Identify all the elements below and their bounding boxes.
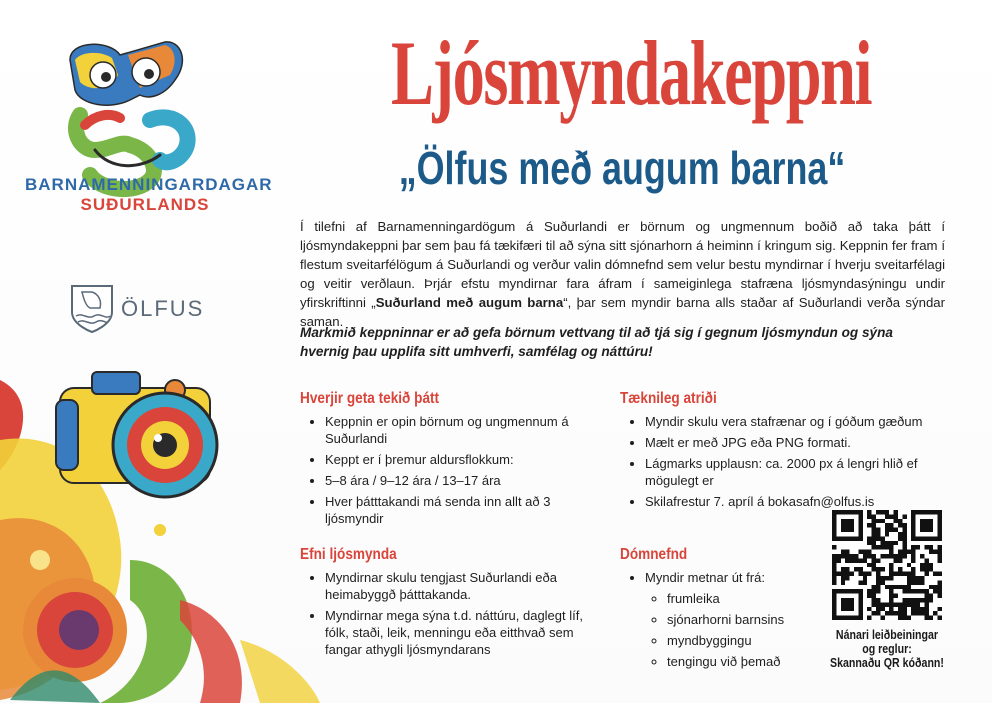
qr-code[interactable] (832, 510, 942, 620)
list-item: • Myndirnar mega sýna t.d. náttúru, daglegt líf, fólk, staði, leik, menningu eða eitthvað sem fangar athygli ljósmyndarans (325, 607, 600, 658)
list-item: • Myndir skulu vera stafrænar og í góðum gæðum (645, 413, 945, 430)
page-subtitle: „Ölfus með augum barna“ (398, 142, 846, 194)
qr-caption (820, 628, 954, 670)
section-content-list (300, 569, 600, 658)
intro-text-part1: Í tilefni af Barnamenningardögum á Suðurlandi er börnum og ungmennum boðið að taka þátt í ljósmyndakeppni þar sem þau fá tækifæri til að sýna sitt sjónarhorn á heiminn í kringum sig. Keppnin fer fram í flestum sveitarfélögum á Suðurlandi og verður valin dómnefnd sem velur bestu myndirnar í hverju sveitarfélagi og veitir verðlaun. Þrjár efstu myndirnar fara áfram í sameiginlega stafræna ljósmyndasýningu undir yfirskriftinni „ (300, 219, 945, 310)
list-item: • Hver þátttakandi má senda inn allt að 3 ljósmyndir (325, 493, 590, 527)
list-item: • Myndirnar skulu tengjast Suðurlandi eða heimabyggð þátttakanda. (325, 569, 600, 603)
goal-statement: Markmið keppninnar er að gefa börnum vettvang til að tjá sig í gegnum ljósmyndun og sýna hvernig þau upplifa sitt umhverfi, samfélag og náttúru! (300, 325, 893, 359)
qr-finder-pattern (841, 519, 854, 532)
section-jury-list (620, 569, 820, 670)
section-technical-list (620, 413, 945, 510)
jury-criteria-list (645, 590, 820, 670)
qr-finder-pattern (841, 598, 854, 611)
list-item: ◦ sjónarhorni barnsins (667, 611, 820, 628)
list-item: • Skilafrestur 7. apríl á bokasafn@olfus.is (645, 493, 945, 510)
decorative-artwork (0, 0, 330, 703)
olfus-crest-icon (72, 286, 112, 332)
camera-illustration (56, 372, 217, 497)
section-who-heading: Hverjir geta tekið þátt (300, 390, 440, 407)
festival-name-line2: SUÐURLANDS (80, 195, 210, 214)
section-technical (620, 390, 945, 514)
list-item (645, 569, 820, 670)
qr-finder-pattern (920, 519, 933, 532)
list-item: ◦ myndbyggingu (667, 632, 820, 649)
section-content (300, 546, 600, 662)
qr-caption-line1: Nánari leiðbeiningar (835, 628, 939, 642)
festival-logo-mark (70, 42, 188, 189)
qr-caption-line3: Skannaðu QR kóðann! (830, 656, 944, 670)
page-title: Ljósmyndakeppni (391, 22, 872, 124)
intro-paragraph (300, 217, 945, 331)
qr-caption-line2: og reglur: (862, 642, 912, 656)
list-item: • 5–8 ára / 9–12 ára / 13–17 ára (325, 472, 590, 489)
jury-criteria-intro: Myndir metnar út frá: (645, 570, 765, 585)
list-item: • Keppnin er opin börnum og ungmennum á Suðurlandi (325, 413, 590, 447)
section-jury-heading: Dómnefnd (620, 546, 688, 563)
list-item: • Mælt er með JPG eða PNG formati. (645, 434, 945, 451)
intro-bold-title: Suðurland með augum barna (375, 295, 564, 310)
municipality-name: ÖLFUS (121, 296, 205, 321)
list-item: • Keppt er í þremur aldursflokkum: (325, 451, 590, 468)
festival-name-line1: BARNAMENNINGARDAGAR (25, 175, 273, 194)
section-content-heading: Efni ljósmynda (300, 546, 397, 563)
section-jury (620, 546, 820, 674)
section-who (300, 390, 590, 531)
intro-text-part2: “, þar sem myndir barna alls staðar af Suðurlandi verða sýndar saman. (300, 295, 946, 329)
list-item: ◦ frumleika (667, 590, 820, 607)
section-who-list (300, 413, 590, 527)
section-technical-heading: Tæknileg atriði (620, 390, 717, 407)
list-item: • Lágmarks upplausn: ca. 2000 px á lengri hlið ef mögulegt er (645, 455, 945, 489)
list-item: ◦ tengingu við þemað (667, 653, 820, 670)
